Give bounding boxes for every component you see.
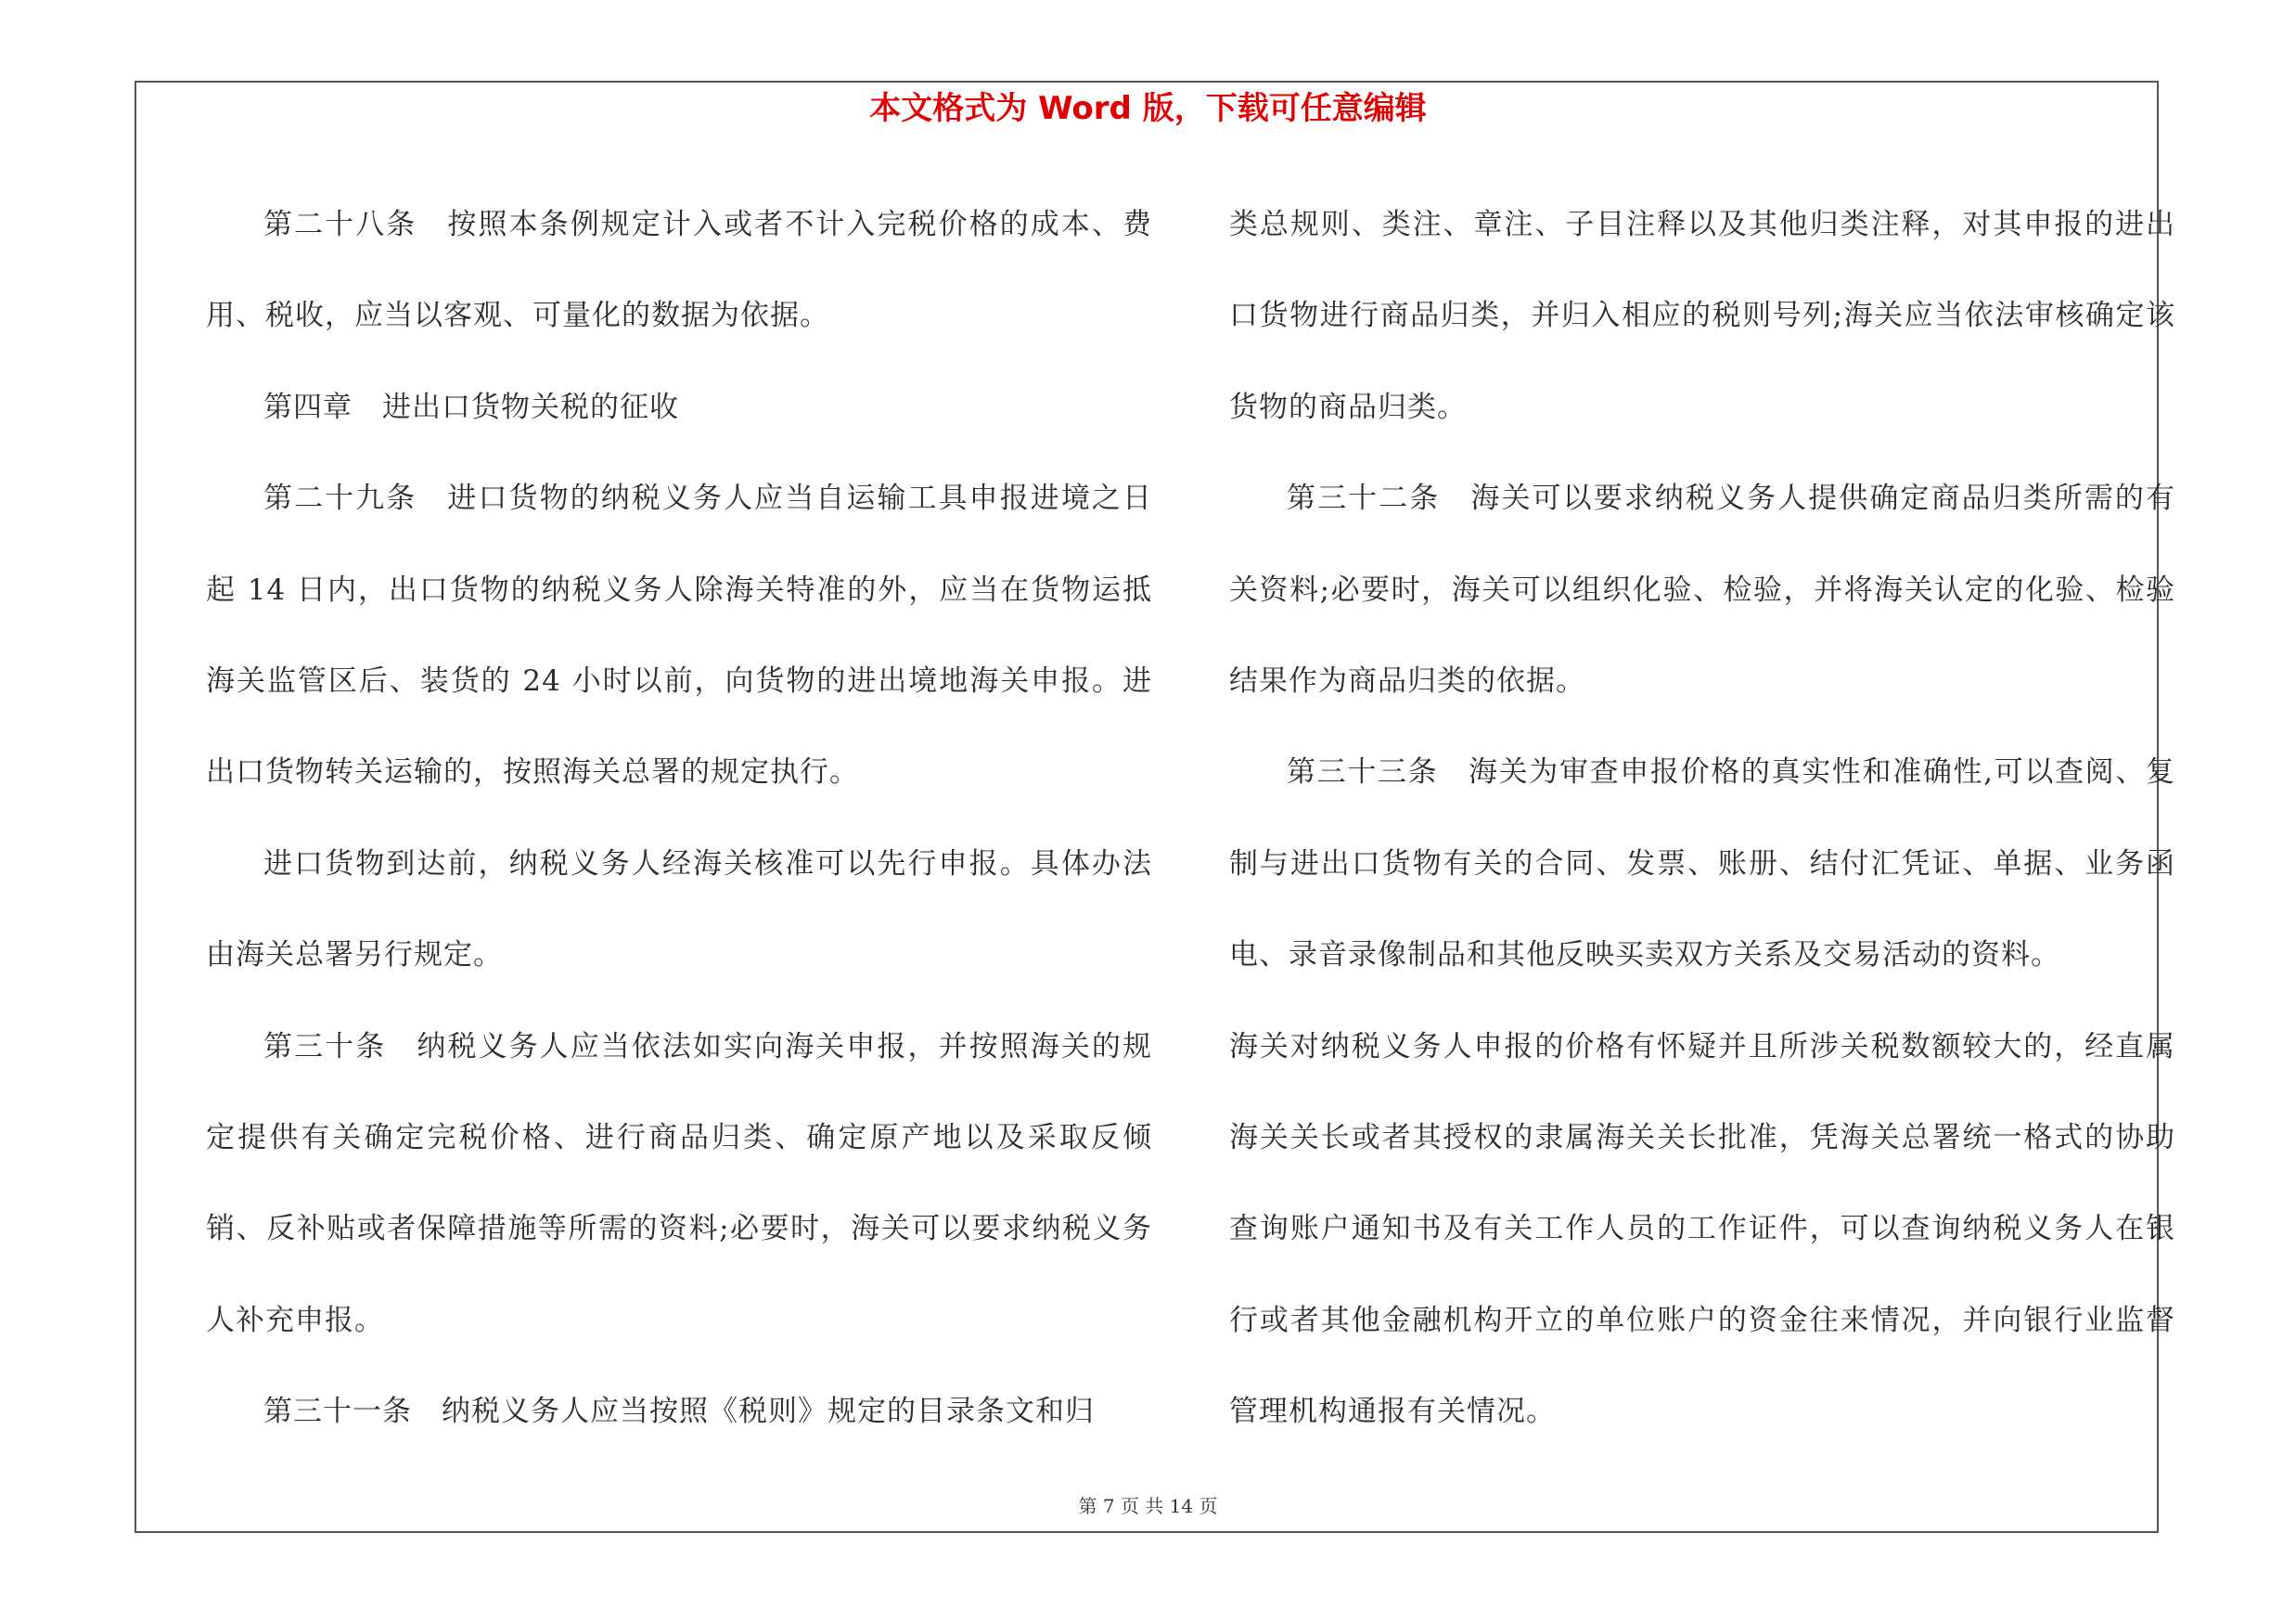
- paragraph-article-29: 第二十九条 进口货物的纳税义务人应当自运输工具申报进境之日起 14 日内，出口货物的纳税义务人除海关特准的外，应当在货物运抵海关监管区后、装货的 24 小时以前，向货物的进出境地海关申报。进出口货物转关运输的，按照海关总署的规定执行。: [206, 482, 1152, 790]
- chapter-heading: 第四章 进出口货物关税的征收: [263, 390, 679, 424]
- paragraph-article-33-cont: 海关对纳税义务人申报的价格有怀疑并且所涉关税数额较大的，经直属海关关长或者其授权的隶属海关关长批准，凭海关总署统一格式的协助查询账户通知书及有关工作人员的工作证件，可以查询纳税义务人在银行或者其他金融机构开立的单位账户的资金往来情况，并向银行业监督管理机构通报有关情况。: [1229, 1029, 2175, 1429]
- page-number: 第 7 页 共 14 页: [1078, 1495, 1218, 1517]
- paragraph-article-31-start: 第三十一条 纳税义务人应当按照《税则》规定的目录条文和归: [263, 1395, 1095, 1429]
- left-column: [206, 179, 1152, 1458]
- paragraph-article-28: 第二十八条 按照本条例规定计入或者不计入完税价格的成本、费用、税收，应当以客观、可量化的数据为依据。: [206, 208, 1152, 333]
- paragraph-article-32: 第三十二条 海关可以要求纳税义务人提供确定商品归类所需的有关资料;必要时，海关可以组织化验、检验，并将海关认定的化验、检验结果作为商品归类的依据。: [1229, 482, 2175, 699]
- right-column: [1229, 179, 2175, 1458]
- paragraph-article-31-cont: 类总规则、类注、章注、子目注释以及其他归类注释，对其申报的进出口货物进行商品归类，并归入相应的税则号列;海关应当依法审核确定该货物的商品归类。: [1229, 208, 2175, 424]
- header-note: 本文格式为 Word 版，下载可任意编辑: [869, 90, 1427, 127]
- paragraph-article-33: 第三十三条 海关为审查申报价格的真实性和准确性,可以查阅、复制与进出口货物有关的合同、发票、账册、结付汇凭证、单据、业务函电、录音录像制品和其他反映买卖双方关系及交易活动的资料。: [1229, 755, 2175, 973]
- paragraph-article-30: 第三十条 纳税义务人应当依法如实向海关申报，并按照海关的规定提供有关确定完税价格、进行商品归类、确定原产地以及采取反倾销、反补贴或者保障措施等所需的资料;必要时，海关可以要求纳税义务人补充申报。: [206, 1029, 1152, 1337]
- paragraph-advance-declaration: 进口货物到达前，纳税义务人经海关核准可以先行申报。具体办法由海关总署另行规定。: [206, 846, 1152, 973]
